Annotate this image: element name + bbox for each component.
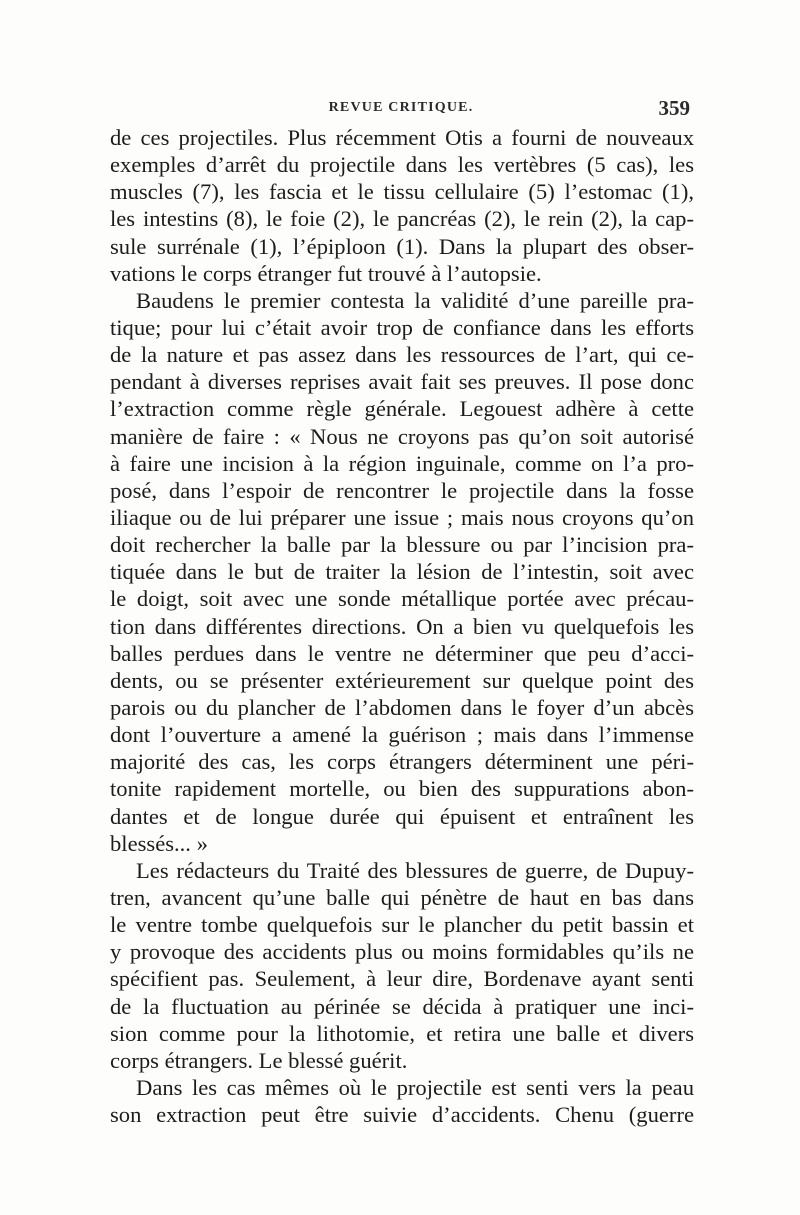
text-line: tique; pour lui c’était avoir trop de confiance dans les efforts xyxy=(110,314,694,340)
text-line: exemples d’arrêt du projectile dans les vertèbres (5 cas), les xyxy=(110,152,694,178)
text-line: Les rédacteurs du Traité des blessures de guerre, de Dupuy- xyxy=(136,857,694,883)
running-head xyxy=(112,96,690,120)
text-line: de la nature et pas assez dans les ressources de l’art, qui ce- xyxy=(110,342,694,368)
text-line: Dans les cas mêmes où le projectile est senti vers la peau xyxy=(136,1074,694,1100)
text-line: spécifient pas. Seulement, à leur dire, Bordenave ayant senti xyxy=(110,966,694,992)
text-line: corps étrangers. Le blessé guérit. xyxy=(110,1047,408,1073)
text-line: Baudens le premier contesta la validité d’une pareille pra- xyxy=(136,287,694,313)
text-line: dents, ou se présenter extérieurement sur quelque point des xyxy=(110,667,694,693)
text-line: parois ou du plancher de l’abdomen dans le foyer d’un abcès xyxy=(110,694,694,720)
body-text xyxy=(110,124,694,1128)
text-line: dantes et de longue durée qui épuisent et entraînent les xyxy=(110,803,694,829)
text-line: son extraction peut être suivie d’accidents. Chenu (guerre xyxy=(110,1102,694,1128)
text-line: pendant à diverses reprises avait fait ses preuves. Il pose donc xyxy=(110,369,694,395)
text-line: muscles (7), les fascia et le tissu cellulaire (5) l’estomac (1), xyxy=(110,179,694,205)
text-line: tonite rapidement mortelle, ou bien des suppurations abon- xyxy=(110,776,694,802)
text-line: à faire une incision à la région inguinale, comme on l’a pro- xyxy=(110,450,694,476)
text-line: le doigt, soit avec une sonde métallique portée avec précau- xyxy=(110,586,694,612)
text-line: de ces projectiles. Plus récemment Otis a fourni de nouveaux xyxy=(110,125,694,150)
text-line: tiquée dans le but de traiter la lésion de l’intestin, soit avec xyxy=(110,559,694,585)
text-line: doit rechercher la balle par la blessure ou par l’incision pra- xyxy=(110,532,694,558)
text-line: les intestins (8), le foie (2), le pancréas (2), le rein (2), la cap- xyxy=(110,206,694,232)
running-title: REVUE CRITIQUE. xyxy=(328,100,474,115)
text-line: blessés... » xyxy=(110,830,208,856)
text-line: de la fluctuation au périnée se décida à pratiquer une inci- xyxy=(110,993,694,1019)
text-line: majorité des cas, les corps étrangers déterminent une péri- xyxy=(110,749,694,775)
text-line: le ventre tombe quelquefois sur le plancher du petit bassin et xyxy=(110,912,694,938)
text-line: tion dans différentes directions. On a bien vu quelquefois les xyxy=(110,613,694,639)
text-line: l’extraction comme règle générale. Legouest adhère à cette xyxy=(110,396,694,422)
text-line: sule surrénale (1), l’épiploon (1). Dans la plupart des obser- xyxy=(110,233,694,259)
page-number: 359 xyxy=(658,96,690,120)
text-line: sion comme pour la lithotomie, et retira une balle et divers xyxy=(110,1020,694,1046)
text-line: balles perdues dans le ventre ne déterminer que peu d’acci- xyxy=(110,640,694,666)
text-line: tren, avancent qu’une balle qui pénètre de haut en bas dans xyxy=(110,884,694,910)
text-line: iliaque ou de lui préparer une issue ; mais nous croyons qu’on xyxy=(110,504,694,530)
text-line: vations le corps étranger fut trouvé à l’autopsie. xyxy=(110,260,542,286)
text-line: manière de faire : « Nous ne croyons pas qu’on soit autorisé xyxy=(110,423,694,449)
text-line: dont l’ouverture a amené la guérison ; mais dans l’immense xyxy=(110,722,694,748)
text-line: posé, dans l’espoir de rencontrer le projectile dans la fosse xyxy=(110,477,694,503)
text-line: y provoque des accidents plus ou moins formidables qu’ils ne xyxy=(110,939,694,965)
